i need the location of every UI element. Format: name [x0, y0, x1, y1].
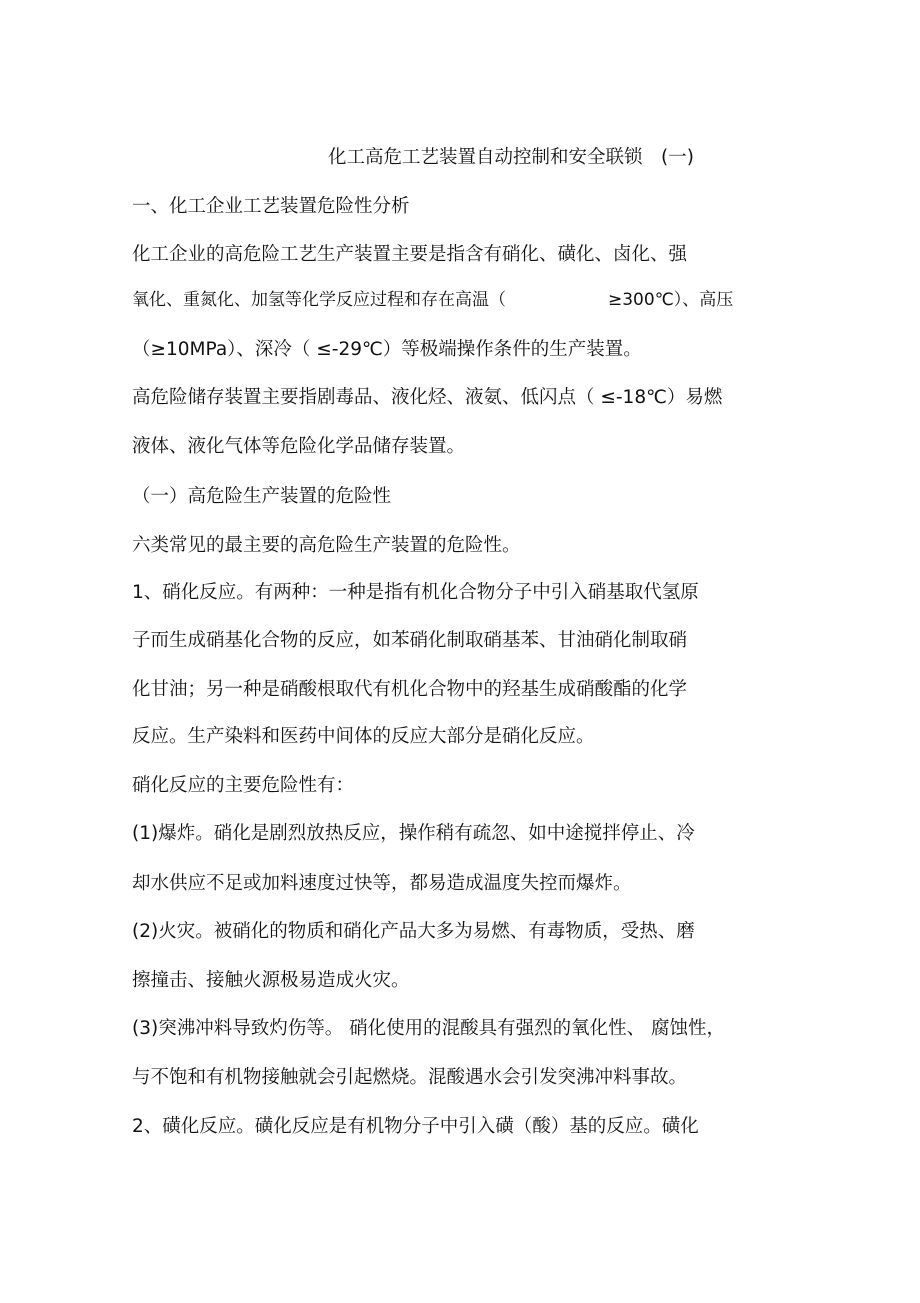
paragraph-line: （≥10MPa）、深冷（ ≤-29℃）等极端操作条件的生产装置。 [132, 339, 642, 360]
paragraph-line: 化甘油；另一种是硝酸根取代有机化合物中的羟基生成硝酸酯的化学 [132, 679, 688, 700]
paragraph-line: (1)爆炸。硝化是剧烈放热反应，操作稍有疏忽、如中途搅拌停止、冷 [132, 823, 695, 844]
paragraph-line: 子而生成硝基化合物的反应，如苯硝化制取硝基苯、甘油硝化制取硝 [132, 630, 688, 651]
paragraph-line: 高危险储存装置主要指剧毒品、液化烃、液氨、低闪点（ ≤-18℃）易燃 [132, 387, 723, 408]
paragraph-line: 六类常见的最主要的高危险生产装置的危险性。 [132, 535, 521, 556]
paragraph-line: 擦撞击、接触火源极易造成火灾。 [132, 970, 410, 991]
paragraph-line: (3)突沸冲料导致灼伤等。 硝化使用的混酸具有强烈的氧化性、 腐蚀性， [132, 1018, 725, 1039]
paragraph-line: 氧化、重氮化、加氢等化学反应过程和存在高温（ ≥300℃）、高压 [132, 290, 734, 310]
document-title: 化工高危工艺装置自动控制和安全联锁 (一) [328, 147, 694, 168]
subsection-heading: （一）高危险生产装置的危险性 [132, 486, 392, 507]
paragraph-line: 化工企业的高危险工艺生产装置主要是指含有硝化、磺化、卤化、强 [132, 244, 688, 265]
paragraph-line: 却水供应不足或加料速度过快等，都易造成温度失控而爆炸。 [132, 873, 632, 894]
paragraph-line: 反应。生产染料和医药中间体的反应大部分是硝化反应。 [132, 726, 595, 747]
paragraph-line: 1、硝化反应。有两种：一种是指有机化合物分子中引入硝基取代氢原 [132, 582, 699, 603]
paragraph-line: 2、磺化反应。磺化反应是有机物分子中引入磺（酸）基的反应。磺化 [132, 1116, 699, 1137]
paragraph-line: 与不饱和有机物接触就会引起燃烧。混酸遇水会引发突沸冲料事故。 [132, 1067, 688, 1088]
paragraph-line: 硝化反应的主要危险性有： [132, 775, 355, 796]
paragraph-line: (2)火灾。被硝化的物质和硝化产品大多为易燃、有毒物质，受热、磨 [132, 921, 695, 942]
paragraph-line: 液体、液化气体等危险化学品储存装置。 [132, 436, 466, 457]
section-heading: 一、化工企业工艺装置危险性分析 [132, 196, 410, 217]
